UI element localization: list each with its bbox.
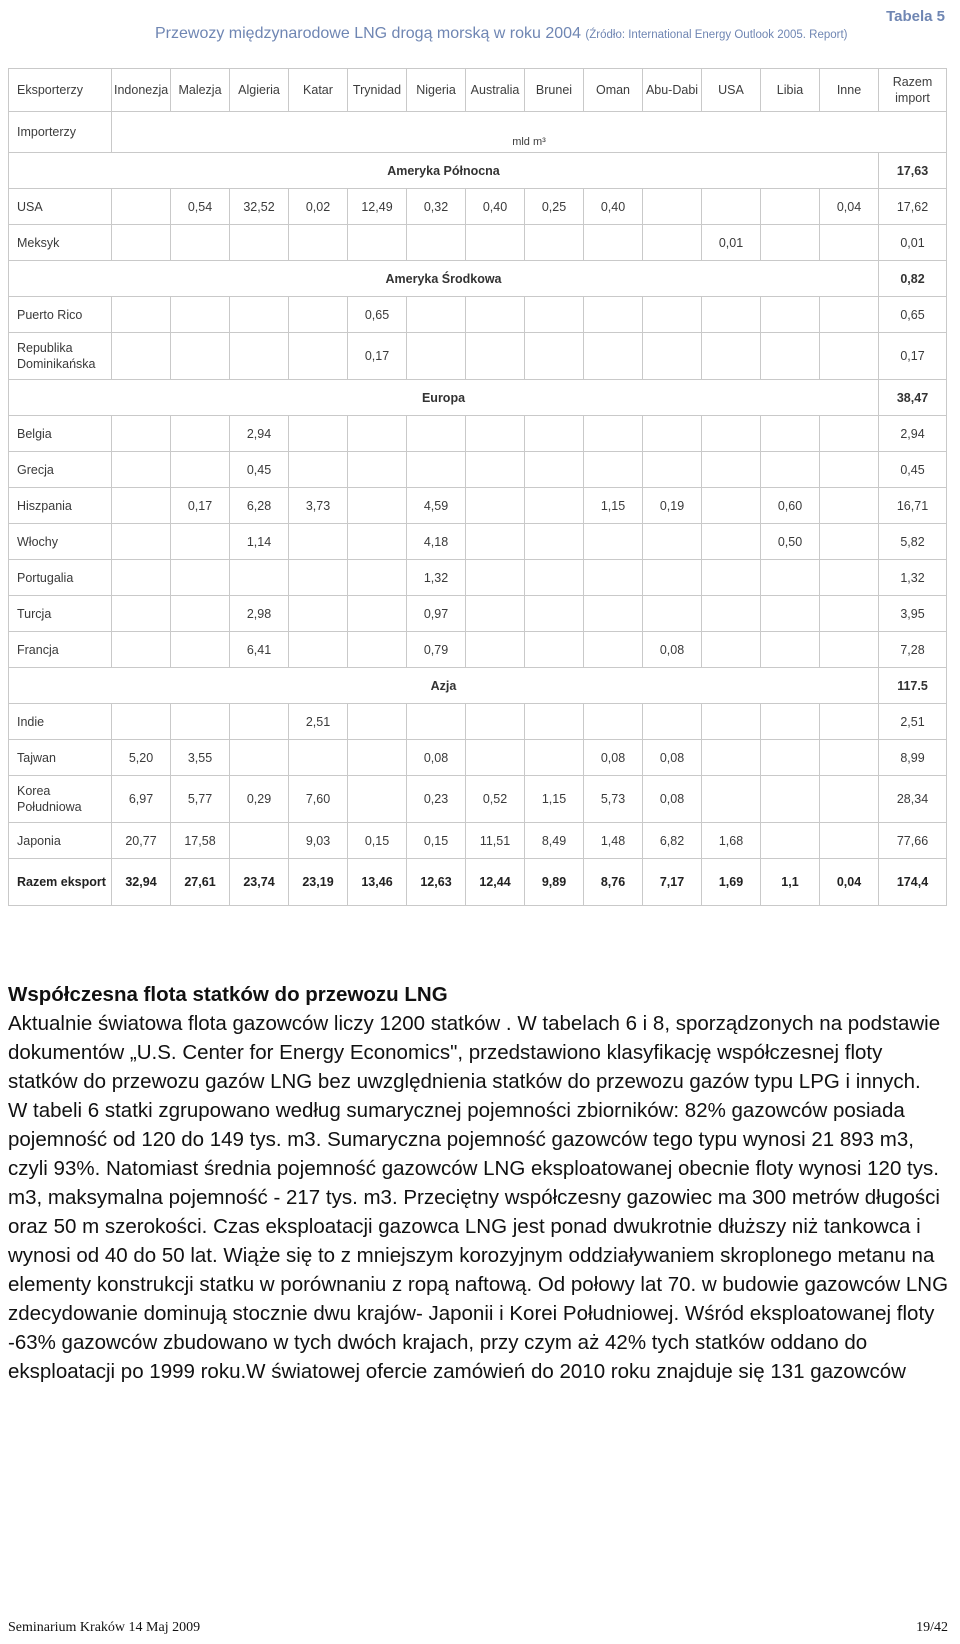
value-cell: 0,54 [171, 189, 230, 225]
table-subheader-row [9, 112, 947, 153]
value-cell: 0,08 [643, 776, 702, 823]
importer-name: Korea Południowa [9, 776, 112, 823]
table-row [9, 524, 947, 560]
value-cell [348, 524, 407, 560]
region-row [9, 153, 947, 189]
value-cell: 32,52 [230, 189, 289, 225]
value-cell [466, 560, 525, 596]
region-name: Azja [9, 668, 879, 704]
value-cell: 2,94 [230, 416, 289, 452]
value-cell [702, 416, 761, 452]
value-cell [289, 596, 348, 632]
lng-transport-table [8, 68, 947, 906]
value-cell: 1,1 [761, 859, 820, 906]
value-cell [584, 632, 643, 668]
table-row [9, 416, 947, 452]
exporter-header: Trynidad [348, 69, 407, 112]
value-cell [407, 225, 466, 261]
value-cell: 8,49 [525, 823, 584, 859]
value-cell: 0,17 [348, 333, 407, 380]
value-cell: 0,23 [407, 776, 466, 823]
value-cell [466, 704, 525, 740]
value-cell [230, 740, 289, 776]
value-cell [761, 823, 820, 859]
value-cell [820, 704, 879, 740]
value-cell [820, 225, 879, 261]
table-row [9, 488, 947, 524]
table-row [9, 776, 947, 823]
value-cell [289, 225, 348, 261]
row-total: 38,47 [879, 380, 947, 416]
row-total: 2,51 [879, 704, 947, 740]
value-cell [702, 333, 761, 380]
value-cell: 5,73 [584, 776, 643, 823]
value-cell: 13,46 [348, 859, 407, 906]
value-cell [112, 225, 171, 261]
row-total: 5,82 [879, 524, 947, 560]
importer-name: Razem eksport [9, 859, 112, 906]
total-import-header: Razem import [879, 69, 947, 112]
value-cell [525, 333, 584, 380]
row-total: 7,28 [879, 632, 947, 668]
table-row [9, 740, 947, 776]
region-name: Ameryka Północna [9, 153, 879, 189]
corner-exporters: Eksporterzy [9, 69, 112, 112]
value-cell [584, 452, 643, 488]
value-cell [525, 524, 584, 560]
value-cell [643, 416, 702, 452]
value-cell: 0,45 [230, 452, 289, 488]
row-total: 117.5 [879, 668, 947, 704]
exporter-header: Brunei [525, 69, 584, 112]
value-cell [702, 704, 761, 740]
value-cell: 12,63 [407, 859, 466, 906]
importer-name: Hiszpania [9, 488, 112, 524]
value-cell [171, 704, 230, 740]
value-cell [820, 416, 879, 452]
value-cell [820, 823, 879, 859]
row-total: 17,63 [879, 153, 947, 189]
value-cell [820, 632, 879, 668]
value-cell: 1,68 [702, 823, 761, 859]
value-cell: 0,08 [643, 740, 702, 776]
importer-name: Portugalia [9, 560, 112, 596]
value-cell: 0,52 [466, 776, 525, 823]
value-cell [348, 776, 407, 823]
value-cell: 0,50 [761, 524, 820, 560]
value-cell: 5,20 [112, 740, 171, 776]
value-cell [112, 488, 171, 524]
importer-name: Belgia [9, 416, 112, 452]
value-cell [525, 297, 584, 333]
value-cell: 1,48 [584, 823, 643, 859]
exporter-header: Inne [820, 69, 879, 112]
value-cell [348, 704, 407, 740]
value-cell [761, 416, 820, 452]
value-cell [112, 333, 171, 380]
value-cell [407, 452, 466, 488]
value-cell [171, 596, 230, 632]
value-cell: 1,14 [230, 524, 289, 560]
value-cell [525, 560, 584, 596]
value-cell [820, 560, 879, 596]
value-cell [171, 524, 230, 560]
value-cell [761, 704, 820, 740]
value-cell: 32,94 [112, 859, 171, 906]
row-total: 16,71 [879, 488, 947, 524]
value-cell [230, 560, 289, 596]
exporter-header: Malezja [171, 69, 230, 112]
value-cell [761, 596, 820, 632]
table-row [9, 225, 947, 261]
value-cell: 27,61 [171, 859, 230, 906]
importer-name: Meksyk [9, 225, 112, 261]
exporter-header: USA [702, 69, 761, 112]
unit-label: mld m³ [112, 112, 947, 153]
value-cell [171, 452, 230, 488]
importer-name: Włochy [9, 524, 112, 560]
value-cell: 1,15 [525, 776, 584, 823]
value-cell: 6,82 [643, 823, 702, 859]
value-cell [466, 333, 525, 380]
value-cell [643, 189, 702, 225]
corner-importers: Importerzy [9, 112, 112, 153]
value-cell [171, 225, 230, 261]
value-cell [112, 297, 171, 333]
value-cell [112, 560, 171, 596]
value-cell [761, 740, 820, 776]
value-cell: 12,44 [466, 859, 525, 906]
value-cell: 0,29 [230, 776, 289, 823]
value-cell [525, 416, 584, 452]
value-cell [171, 297, 230, 333]
table-row [9, 560, 947, 596]
value-cell [820, 333, 879, 380]
value-cell [407, 297, 466, 333]
exporter-header: Nigeria [407, 69, 466, 112]
table-row [9, 823, 947, 859]
value-cell [820, 740, 879, 776]
value-cell [466, 416, 525, 452]
article-paragraph-1: Aktualnie światowa flota gazowców liczy 1200 statków . W tabelach 6 i 8, sporządzonych na podstawie dokumentów „U.S. Center for Energy Economics", przedstawiono klasyfikację współczesnej floty statków do przewozu gazów LNG bez uwzględnienia statków do przewozu gazów typu LPG i innych. [8, 1012, 941, 1093]
value-cell: 0,79 [407, 632, 466, 668]
value-cell [466, 632, 525, 668]
row-total: 0,82 [879, 261, 947, 297]
value-cell [761, 452, 820, 488]
value-cell [289, 524, 348, 560]
value-cell [289, 560, 348, 596]
value-cell [230, 225, 289, 261]
footer-seminar: Seminarium Kraków 14 Maj 2009 [8, 1620, 201, 1635]
value-cell: 9,03 [289, 823, 348, 859]
value-cell [289, 740, 348, 776]
value-cell [702, 596, 761, 632]
value-cell [820, 488, 879, 524]
value-cell [525, 704, 584, 740]
value-cell [761, 776, 820, 823]
row-total: 0,45 [879, 452, 947, 488]
value-cell: 0,60 [761, 488, 820, 524]
value-cell: 2,98 [230, 596, 289, 632]
value-cell [584, 225, 643, 261]
importer-name: Puerto Rico [9, 297, 112, 333]
value-cell [112, 704, 171, 740]
article-heading: Współczesna flota statków do przewozu LNG [8, 983, 448, 1006]
export-total-row [9, 859, 947, 906]
exporter-header: Katar [289, 69, 348, 112]
value-cell [289, 632, 348, 668]
value-cell [525, 596, 584, 632]
value-cell: 0,01 [702, 225, 761, 261]
value-cell [289, 333, 348, 380]
value-cell [466, 452, 525, 488]
value-cell [643, 225, 702, 261]
value-cell [348, 560, 407, 596]
value-cell [525, 452, 584, 488]
importer-name: Francja [9, 632, 112, 668]
value-cell [171, 632, 230, 668]
row-total: 1,32 [879, 560, 947, 596]
value-cell [525, 740, 584, 776]
value-cell [230, 297, 289, 333]
value-cell [112, 596, 171, 632]
importer-name: USA [9, 189, 112, 225]
value-cell: 4,18 [407, 524, 466, 560]
region-name: Ameryka Środkowa [9, 261, 879, 297]
value-cell [348, 416, 407, 452]
value-cell: 3,73 [289, 488, 348, 524]
region-row [9, 261, 947, 297]
value-cell: 1,69 [702, 859, 761, 906]
value-cell [466, 225, 525, 261]
value-cell [112, 189, 171, 225]
value-cell [820, 776, 879, 823]
value-cell [525, 488, 584, 524]
value-cell: 7,17 [643, 859, 702, 906]
row-total: 2,94 [879, 416, 947, 452]
value-cell [584, 297, 643, 333]
value-cell [289, 416, 348, 452]
value-cell: 17,58 [171, 823, 230, 859]
value-cell [702, 297, 761, 333]
row-total: 0,65 [879, 297, 947, 333]
value-cell: 8,76 [584, 859, 643, 906]
table-row [9, 704, 947, 740]
table-source: (Źródło: International Energy Outlook 2005. Report) [585, 29, 848, 41]
value-cell: 23,74 [230, 859, 289, 906]
value-cell: 0,04 [820, 189, 879, 225]
value-cell [348, 488, 407, 524]
table-row [9, 297, 947, 333]
value-cell [643, 524, 702, 560]
value-cell [348, 596, 407, 632]
value-cell [820, 596, 879, 632]
value-cell [230, 333, 289, 380]
value-cell [702, 189, 761, 225]
value-cell [761, 333, 820, 380]
row-total: 0,17 [879, 333, 947, 380]
exporter-header: Algieria [230, 69, 289, 112]
importer-name: Republika Dominikańska [9, 333, 112, 380]
value-cell [820, 297, 879, 333]
value-cell: 0,97 [407, 596, 466, 632]
value-cell: 0,15 [348, 823, 407, 859]
value-cell [643, 297, 702, 333]
value-cell: 11,51 [466, 823, 525, 859]
value-cell: 0,32 [407, 189, 466, 225]
value-cell: 6,97 [112, 776, 171, 823]
value-cell [466, 524, 525, 560]
table-row [9, 632, 947, 668]
value-cell: 0,40 [584, 189, 643, 225]
row-total: 0,01 [879, 225, 947, 261]
value-cell [171, 416, 230, 452]
value-cell [820, 452, 879, 488]
row-total: 28,34 [879, 776, 947, 823]
value-cell [466, 297, 525, 333]
value-cell [761, 297, 820, 333]
value-cell [230, 704, 289, 740]
value-cell [643, 452, 702, 488]
value-cell: 3,55 [171, 740, 230, 776]
row-total: 17,62 [879, 189, 947, 225]
value-cell: 0,08 [407, 740, 466, 776]
value-cell: 0,40 [466, 189, 525, 225]
region-row [9, 380, 947, 416]
value-cell [761, 225, 820, 261]
value-cell [643, 560, 702, 596]
region-name: Europa [9, 380, 879, 416]
table-row [9, 189, 947, 225]
value-cell [761, 560, 820, 596]
value-cell [230, 823, 289, 859]
table-header-row [9, 69, 947, 112]
value-cell [407, 416, 466, 452]
value-cell: 4,59 [407, 488, 466, 524]
region-row [9, 668, 947, 704]
value-cell [112, 452, 171, 488]
value-cell: 1,15 [584, 488, 643, 524]
value-cell: 9,89 [525, 859, 584, 906]
value-cell: 0,19 [643, 488, 702, 524]
value-cell [348, 225, 407, 261]
value-cell [348, 452, 407, 488]
value-cell [407, 704, 466, 740]
value-cell: 6,28 [230, 488, 289, 524]
row-total: 174,4 [879, 859, 947, 906]
value-cell [525, 225, 584, 261]
value-cell [466, 740, 525, 776]
table-row [9, 452, 947, 488]
value-cell [289, 452, 348, 488]
value-cell [702, 632, 761, 668]
row-total: 3,95 [879, 596, 947, 632]
footer-page-number: 19/42 [916, 1620, 948, 1635]
table-row [9, 596, 947, 632]
value-cell [348, 632, 407, 668]
exporter-header: Oman [584, 69, 643, 112]
importer-name: Tajwan [9, 740, 112, 776]
value-cell: 2,51 [289, 704, 348, 740]
value-cell [761, 632, 820, 668]
lng-table-container [8, 68, 946, 906]
value-cell: 6,41 [230, 632, 289, 668]
exporter-header: Australia [466, 69, 525, 112]
value-cell [171, 333, 230, 380]
value-cell: 0,17 [171, 488, 230, 524]
value-cell [643, 704, 702, 740]
value-cell [702, 488, 761, 524]
value-cell [702, 776, 761, 823]
value-cell [112, 416, 171, 452]
value-cell [702, 452, 761, 488]
value-cell [112, 524, 171, 560]
value-cell [643, 333, 702, 380]
value-cell [820, 524, 879, 560]
value-cell [466, 596, 525, 632]
importer-name: Grecja [9, 452, 112, 488]
value-cell [525, 632, 584, 668]
table-title-text: Przewozy międzynarodowe LNG drogą morską w roku 2004 [155, 25, 581, 42]
table-row [9, 333, 947, 380]
row-total: 8,99 [879, 740, 947, 776]
exporter-header: Libia [761, 69, 820, 112]
value-cell [289, 297, 348, 333]
table-title [155, 25, 848, 43]
importer-name: Turcja [9, 596, 112, 632]
value-cell: 20,77 [112, 823, 171, 859]
article-body [8, 980, 956, 1386]
value-cell [584, 704, 643, 740]
value-cell [643, 596, 702, 632]
value-cell [584, 524, 643, 560]
value-cell [702, 560, 761, 596]
value-cell: 0,08 [643, 632, 702, 668]
value-cell [348, 740, 407, 776]
value-cell: 0,04 [820, 859, 879, 906]
value-cell: 0,25 [525, 189, 584, 225]
table-number-label: Tabela 5 [886, 8, 945, 25]
value-cell: 0,08 [584, 740, 643, 776]
value-cell: 1,32 [407, 560, 466, 596]
value-cell: 12,49 [348, 189, 407, 225]
value-cell: 0,02 [289, 189, 348, 225]
value-cell [584, 416, 643, 452]
row-total: 77,66 [879, 823, 947, 859]
value-cell: 0,65 [348, 297, 407, 333]
value-cell [761, 189, 820, 225]
article-paragraph-2: W tabeli 6 statki zgrupowano według sumarycznej pojemności zbiorników: 82% gazowców posiada pojemność od 120 do 149 tys. m3. Sumaryczna pojemność gazowców tego typu wynosi 21 893 m3, czyli 93%. Natomiast średnia pojemność gazowców LNG eksploatowanej obecnie floty wynosi 120 tys. m3, maksymalna pojemność - 217 tys. m3. Przeciętny współczesny gazowiec ma 300 metrów długości oraz 50 m szerokości. Czas eksploatacji gazowca LNG jest ponad dwukrotnie dłuższy niż tankowca i wynosi od 40 do 50 lat. Wiąże się to z mniejszym korozyjnym oddziaływaniem skroplonego metanu na elementy konstrukcji statku w porównaniu z ropą naftową. Od połowy lat 70. w budowie gazowców LNG zdecydowanie dominują stocznie dwu krajów- Japonii i Korei Południowej. Wśród eksploatowanej floty -63% gazowców zbudowano w tych dwóch krajach, przy czym aż 42% tych statków oddano do eksploatacji po 1999 roku.W światowej ofercie zamówień do 2010 roku znajduje się 131 gazowców [8, 1099, 949, 1383]
value-cell: 0,15 [407, 823, 466, 859]
value-cell: 23,19 [289, 859, 348, 906]
value-cell [584, 333, 643, 380]
value-cell [702, 524, 761, 560]
value-cell [112, 632, 171, 668]
value-cell: 5,77 [171, 776, 230, 823]
value-cell [584, 596, 643, 632]
importer-name: Indie [9, 704, 112, 740]
exporter-header: Abu-Dabi [643, 69, 702, 112]
value-cell [466, 488, 525, 524]
value-cell [171, 560, 230, 596]
value-cell [407, 333, 466, 380]
value-cell [584, 560, 643, 596]
exporter-header: Indonezja [112, 69, 171, 112]
value-cell: 7,60 [289, 776, 348, 823]
value-cell [702, 740, 761, 776]
importer-name: Japonia [9, 823, 112, 859]
